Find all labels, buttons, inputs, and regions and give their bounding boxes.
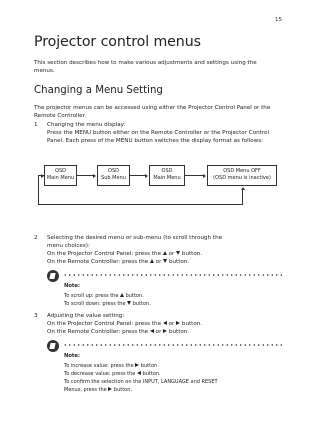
dotted-divider [63, 274, 285, 276]
arrow-right-icon [145, 174, 148, 178]
up-arrow-icon [150, 259, 154, 263]
step-text: menu choices): [47, 243, 90, 249]
down-arrow-icon [163, 259, 167, 263]
step-text: Press the MENU button either on the Remote Controller or the Projector Control Panel. Each press of the MENU button switches the display format as follows: [47, 130, 270, 144]
note-line: To confirm the selection on the INPUT, LANGUAGE and RESET [64, 379, 218, 385]
step-number: 3 [34, 313, 38, 319]
intro-paragraph: This section describes how to make various adjustments and settings using the menus. [34, 60, 257, 74]
box-label-line2: Main Menu [46, 175, 75, 181]
remote-instruction: On the Remote Controller: press the or button. [47, 329, 190, 335]
menu-cycle-diagram [32, 160, 288, 220]
note-1 [47, 270, 287, 306]
note-line: Menus, press the button. [64, 387, 132, 393]
arrow-up-icon [241, 187, 245, 190]
step-text: Selecting the desired menu or sub-menu (to scroll through the [47, 235, 223, 241]
note-icon [47, 270, 59, 282]
note-2 [47, 340, 287, 400]
down-arrow-icon [127, 301, 131, 305]
right-arrow-icon [135, 363, 139, 367]
note-line: To increase value: press the button. [64, 363, 159, 369]
right-arrow-icon [163, 329, 167, 333]
note-line: To scroll down: press the button. [64, 301, 151, 307]
section-heading: Changing a Menu Setting [34, 85, 163, 96]
osd-main-menu-box [44, 165, 77, 186]
note-title: Note: [64, 283, 80, 289]
page-number: 15 [275, 17, 282, 23]
osd-menu-off-box [207, 165, 277, 186]
up-arrow-icon [120, 293, 124, 297]
note-title: Note: [64, 353, 80, 359]
right-arrow-icon [176, 321, 180, 325]
step-title: Changing the menu display: [47, 122, 126, 128]
arrow-right-icon [41, 174, 44, 178]
section-intro: The projector menus can be accessed using either the Projector Control Panel or the Remote Controller. [34, 105, 271, 119]
box-label-line2: Sub Menu [101, 175, 126, 181]
down-arrow-icon [176, 251, 180, 255]
remote-instruction: On the Remote Controller: press the or button. [47, 259, 190, 265]
step-3 [34, 312, 284, 338]
note-icon [47, 340, 59, 352]
box-label-line1: OSD [55, 168, 66, 174]
box-label-line1: OSD [161, 168, 173, 174]
up-arrow-icon [163, 251, 167, 255]
step-number: 2 [34, 235, 38, 241]
panel-instruction: On the Projector Control Panel: press the or button. [47, 321, 203, 327]
page-title: Projector control menus [34, 34, 201, 50]
panel-instruction: On the Projector Control Panel: press the or button. [47, 251, 203, 257]
arrow-right-icon [93, 174, 96, 178]
box-label-line2: Main Menu [153, 175, 181, 181]
dotted-divider [63, 344, 285, 346]
osd-main-menu-box-2 [149, 165, 185, 186]
left-arrow-icon [163, 321, 167, 325]
step-2 [34, 234, 284, 268]
left-arrow-icon [150, 329, 154, 333]
note-line: To scroll up: press the button. [64, 293, 144, 299]
step-title: Adjusting the value setting: [47, 313, 125, 319]
step-1 [34, 121, 284, 161]
right-arrow-icon [108, 387, 112, 391]
box-label-line2: (OSD menu is inactive) [213, 175, 271, 181]
arrow-right-icon [203, 174, 206, 178]
left-arrow-icon [137, 371, 141, 375]
step-number: 1 [34, 122, 38, 128]
box-label-line1: OSD Menu OFF [223, 168, 261, 174]
osd-sub-menu-box [97, 165, 130, 186]
box-label-line1: OSD [108, 168, 119, 174]
note-line: To decrease value: press the button. [64, 371, 161, 377]
